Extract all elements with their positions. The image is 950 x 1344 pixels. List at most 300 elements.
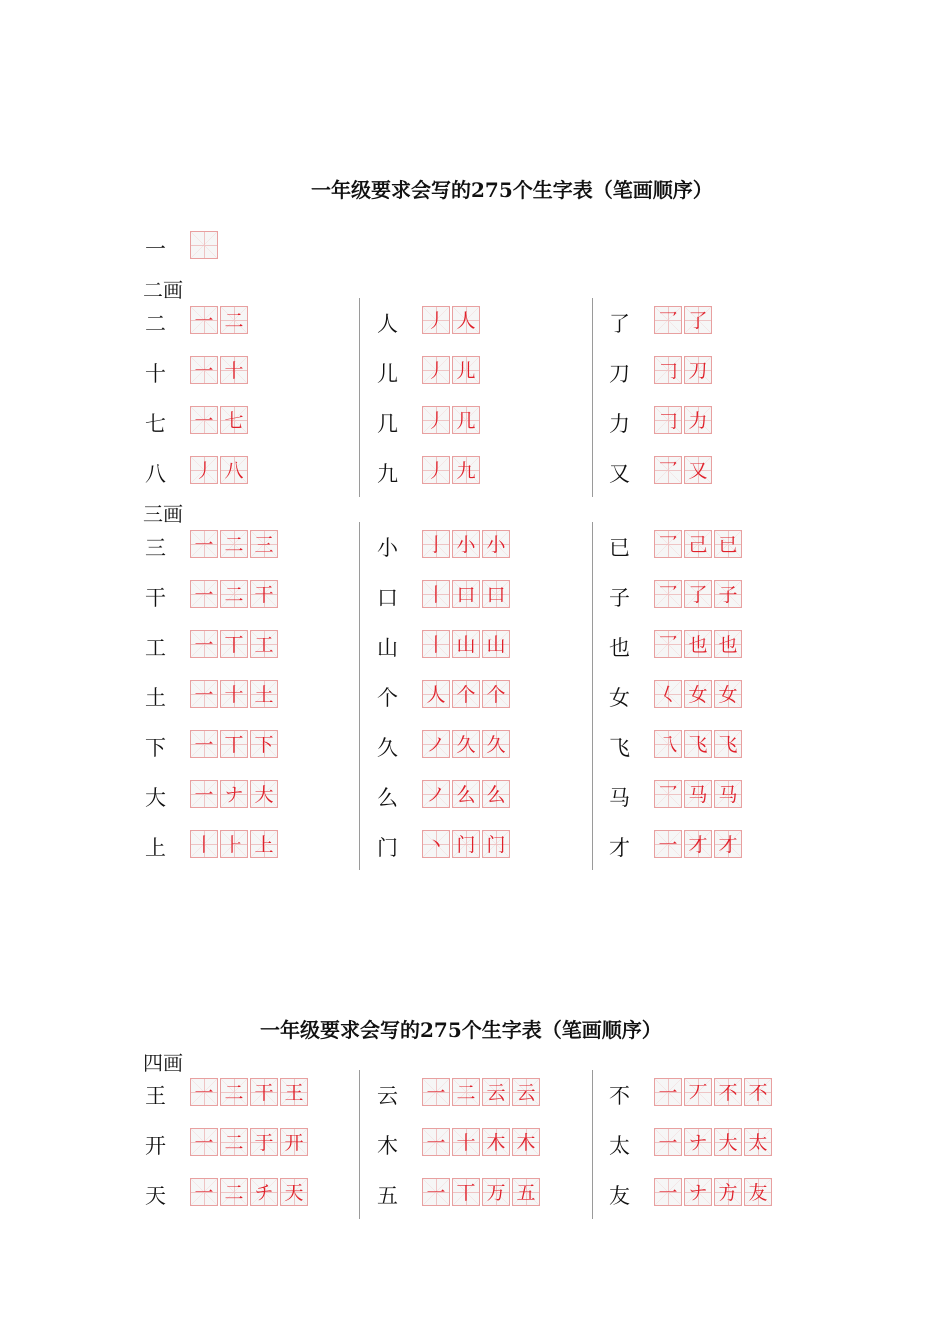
stroke-boxes (422, 1128, 542, 1156)
stroke-boxes (654, 1078, 774, 1106)
stroke-step: 十 (224, 684, 244, 706)
stroke-box (684, 830, 712, 858)
stroke-box (482, 730, 510, 758)
stroke-step: 丿 (194, 460, 214, 482)
stroke-step: 飞 (718, 734, 738, 756)
stroke-step: 丿 (426, 460, 446, 482)
stroke-box (190, 1078, 218, 1106)
stroke-box (684, 1128, 712, 1156)
column-divider (359, 298, 360, 497)
stroke-step: 乛 (658, 784, 678, 806)
stroke-box (482, 780, 510, 808)
stroke-box (452, 780, 480, 808)
stroke-box (714, 580, 742, 608)
stroke-box (190, 356, 218, 384)
stroke-step: 干 (254, 584, 274, 606)
stroke-box (250, 630, 278, 658)
stroke-box (250, 530, 278, 558)
stroke-box (714, 630, 742, 658)
stroke-step: 下 (254, 734, 274, 756)
stroke-box (220, 530, 248, 558)
char-label: 力 (609, 412, 630, 436)
char-label: 女 (609, 686, 630, 710)
stroke-box (714, 780, 742, 808)
stroke-step: 二 (456, 1082, 476, 1104)
stroke-box (512, 1178, 540, 1206)
stroke-box (220, 1178, 248, 1206)
stroke-step: 小 (456, 534, 476, 556)
stroke-step: 一 (426, 1132, 446, 1154)
stroke-box (744, 1128, 772, 1156)
stroke-boxes (654, 1128, 774, 1156)
stroke-step: 门 (456, 834, 476, 856)
stroke-box (190, 830, 218, 858)
stroke-box (452, 1128, 480, 1156)
stroke-step: 丅 (224, 634, 244, 656)
stroke-step: 大 (718, 1132, 738, 1154)
stroke-box (654, 830, 682, 858)
stroke-step: 云 (486, 1082, 506, 1104)
stroke-box (714, 680, 742, 708)
char-label: 小 (377, 536, 398, 560)
stroke-boxes (654, 456, 714, 484)
stroke-boxes (654, 680, 744, 708)
stroke-box (482, 1178, 510, 1206)
stroke-step: 亅 (426, 534, 446, 556)
stroke-box (654, 730, 682, 758)
stroke-boxes (190, 456, 250, 484)
stroke-boxes (190, 1128, 310, 1156)
stroke-step: 也 (688, 634, 708, 656)
stroke-box (714, 730, 742, 758)
stroke-step: 山 (456, 634, 476, 656)
stroke-boxes (422, 680, 512, 708)
stroke-boxes (190, 231, 220, 259)
char-label: 么 (377, 786, 398, 810)
stroke-box (280, 1078, 308, 1106)
stroke-boxes (422, 580, 512, 608)
stroke-step: 二 (224, 584, 244, 606)
stroke-boxes (422, 830, 512, 858)
stroke-boxes (190, 1178, 310, 1206)
stroke-box (482, 530, 510, 558)
stroke-step: ナ (688, 1132, 708, 1154)
stroke-box (654, 580, 682, 608)
char-label: 口 (377, 586, 398, 610)
char-label: 马 (609, 786, 630, 810)
section-label-two-strokes: 二画 (143, 278, 183, 302)
stroke-box (190, 530, 218, 558)
stroke-box (422, 306, 450, 334)
column-divider (592, 298, 593, 497)
stroke-step: 小 (486, 534, 506, 556)
stroke-step: 门 (486, 834, 506, 856)
stroke-step: 么 (456, 784, 476, 806)
stroke-step: 几 (456, 410, 476, 432)
stroke-step: 丅 (224, 734, 244, 756)
stroke-box (452, 1078, 480, 1106)
stroke-step: 人 (426, 684, 446, 706)
stroke-box (482, 580, 510, 608)
stroke-step: 二 (224, 534, 244, 556)
stroke-box (422, 1178, 450, 1206)
stroke-box (654, 530, 682, 558)
stroke-box (280, 1128, 308, 1156)
stroke-step: 一 (194, 734, 214, 756)
char-label: 下 (145, 736, 166, 760)
stroke-step: 干 (254, 1082, 274, 1104)
char-label: 刀 (609, 362, 630, 386)
char-label: 土 (145, 686, 166, 710)
stroke-step: 马 (688, 784, 708, 806)
stroke-box (220, 780, 248, 808)
stroke-step: ナ (224, 784, 244, 806)
stroke-step: ノ (426, 784, 446, 806)
stroke-box (452, 306, 480, 334)
stroke-box (654, 630, 682, 658)
stroke-box (452, 406, 480, 434)
stroke-step: 女 (718, 684, 738, 706)
stroke-step: 乛 (658, 460, 678, 482)
stroke-box (684, 730, 712, 758)
column-divider (359, 522, 360, 870)
stroke-box (452, 580, 480, 608)
stroke-step: 了 (688, 584, 708, 606)
stroke-step: 乛 (658, 634, 678, 656)
stroke-step: 于 (254, 1132, 274, 1154)
stroke-box (452, 630, 480, 658)
char-label: 已 (609, 536, 630, 560)
stroke-box (422, 730, 450, 758)
stroke-box (220, 630, 248, 658)
char-label: 十 (145, 362, 166, 386)
stroke-box (452, 680, 480, 708)
stroke-step: 太 (748, 1132, 768, 1154)
stroke-boxes (190, 306, 250, 334)
stroke-box (250, 730, 278, 758)
stroke-step: 九 (456, 460, 476, 482)
stroke-boxes (654, 356, 714, 384)
stroke-box (654, 456, 682, 484)
stroke-step: 一 (194, 634, 214, 656)
stroke-step: 一 (658, 834, 678, 856)
stroke-boxes (654, 306, 714, 334)
stroke-step: 一 (194, 1132, 214, 1154)
stroke-box (654, 356, 682, 384)
stroke-box (684, 306, 712, 334)
stroke-step: 力 (688, 410, 708, 432)
stroke-box (684, 580, 712, 608)
stroke-box (422, 630, 450, 658)
stroke-box (250, 780, 278, 808)
stroke-step: 𠃌 (658, 410, 678, 432)
stroke-step: 丨 (426, 634, 446, 656)
stroke-step: 友 (748, 1182, 768, 1204)
stroke-boxes (190, 1078, 310, 1106)
char-label: 天 (145, 1184, 166, 1208)
stroke-box (654, 780, 682, 808)
stroke-box (190, 730, 218, 758)
stroke-step: 开 (284, 1132, 304, 1154)
stroke-boxes (422, 406, 482, 434)
column-divider (592, 1070, 593, 1219)
stroke-box (190, 406, 218, 434)
stroke-step: 二 (224, 310, 244, 332)
stroke-step: 不 (718, 1082, 738, 1104)
char-label: 三 (145, 536, 166, 560)
stroke-box (190, 580, 218, 608)
stroke-box (452, 1178, 480, 1206)
column-divider (359, 1070, 360, 1219)
stroke-boxes (190, 780, 280, 808)
char-label: 一 (145, 237, 166, 261)
stroke-step: 乛 (658, 584, 678, 606)
stroke-step: 已 (718, 534, 738, 556)
stroke-boxes (654, 780, 744, 808)
stroke-box (744, 1078, 772, 1106)
stroke-step: 子 (718, 584, 738, 606)
stroke-boxes (190, 680, 280, 708)
stroke-boxes (422, 306, 482, 334)
stroke-step: 一 (194, 534, 214, 556)
stroke-step: 方 (718, 1182, 738, 1204)
stroke-boxes (190, 830, 280, 858)
char-label: 人 (377, 312, 398, 336)
char-label: 五 (377, 1184, 398, 1208)
stroke-box (190, 680, 218, 708)
char-label: 也 (609, 636, 630, 660)
char-label: 七 (145, 412, 166, 436)
stroke-step: 久 (486, 734, 506, 756)
stroke-step: 𠃌 (658, 360, 678, 382)
stroke-step: 丨 (426, 584, 446, 606)
stroke-box (654, 1178, 682, 1206)
stroke-step: 不 (748, 1082, 768, 1104)
stroke-step: 土 (254, 684, 274, 706)
stroke-box (422, 356, 450, 384)
stroke-box (250, 1128, 278, 1156)
stroke-box (220, 306, 248, 334)
stroke-boxes (654, 1178, 774, 1206)
stroke-box (190, 306, 218, 334)
char-label: 久 (377, 736, 398, 760)
stroke-box (220, 406, 248, 434)
stroke-box (684, 680, 712, 708)
stroke-step: 人 (456, 310, 476, 332)
stroke-step: 一 (194, 410, 214, 432)
column-divider (592, 522, 593, 870)
stroke-step: 木 (516, 1132, 536, 1154)
stroke-boxes (422, 356, 482, 384)
char-label: 才 (609, 836, 630, 860)
stroke-box (250, 680, 278, 708)
stroke-boxes (190, 406, 250, 434)
stroke-step: 十 (224, 360, 244, 382)
char-label: 干 (145, 586, 166, 610)
stroke-step: 𡿨 (658, 684, 678, 706)
stroke-box (714, 530, 742, 558)
stroke-box (250, 580, 278, 608)
char-label: 二 (145, 312, 166, 336)
char-label: 几 (377, 412, 398, 436)
char-label: 大 (145, 786, 166, 810)
stroke-step: 二 (224, 1182, 244, 1204)
stroke-box (744, 1178, 772, 1206)
stroke-step: 了 (688, 310, 708, 332)
stroke-box (684, 1078, 712, 1106)
stroke-box (654, 680, 682, 708)
stroke-step: 大 (254, 784, 274, 806)
stroke-step: 万 (486, 1182, 506, 1204)
stroke-step: 一 (194, 310, 214, 332)
stroke-boxes (654, 830, 744, 858)
page-title-2: 一年级要求会写的275个生字表（笔画顺序） (260, 1018, 662, 1042)
section-label-four-strokes: 四画 (143, 1051, 183, 1075)
stroke-boxes (422, 630, 512, 658)
char-label: 九 (377, 462, 398, 486)
stroke-box (452, 356, 480, 384)
stroke-box (190, 231, 218, 259)
stroke-step: 丆 (688, 1082, 708, 1104)
stroke-step: 乁 (658, 734, 678, 756)
stroke-step: 口 (486, 584, 506, 606)
stroke-step: 一 (194, 1082, 214, 1104)
stroke-boxes (654, 580, 744, 608)
stroke-boxes (654, 730, 744, 758)
stroke-step: 二 (224, 1082, 244, 1104)
stroke-step: 一 (426, 1182, 446, 1204)
stroke-box (654, 306, 682, 334)
stroke-box (512, 1128, 540, 1156)
stroke-boxes (190, 730, 280, 758)
stroke-box (714, 1128, 742, 1156)
stroke-step: 一 (426, 1082, 446, 1104)
stroke-step: 五 (516, 1182, 536, 1204)
stroke-box (220, 1128, 248, 1156)
stroke-box (250, 1178, 278, 1206)
stroke-step: チ (254, 1182, 274, 1204)
stroke-box (714, 1178, 742, 1206)
char-label: 了 (609, 312, 630, 336)
stroke-box (654, 1128, 682, 1156)
stroke-step: 上 (254, 834, 274, 856)
stroke-box (684, 780, 712, 808)
stroke-step: 一 (194, 684, 214, 706)
stroke-box (280, 1178, 308, 1206)
char-label: 不 (609, 1084, 630, 1108)
stroke-step: 一 (658, 1082, 678, 1104)
stroke-boxes (654, 406, 714, 434)
stroke-box (220, 730, 248, 758)
stroke-step: 一 (194, 784, 214, 806)
char-label: 门 (377, 836, 398, 860)
stroke-box (654, 1078, 682, 1106)
stroke-step: 女 (688, 684, 708, 706)
stroke-step: 才 (688, 834, 708, 856)
stroke-box (220, 580, 248, 608)
stroke-box (190, 780, 218, 808)
char-label: 山 (377, 636, 398, 660)
stroke-box (684, 356, 712, 384)
stroke-step: 木 (486, 1132, 506, 1154)
stroke-step: ノ (426, 734, 446, 756)
stroke-box (452, 530, 480, 558)
stroke-box (422, 830, 450, 858)
stroke-step: 一 (658, 1182, 678, 1204)
stroke-step: 口 (456, 584, 476, 606)
stroke-step: 儿 (456, 360, 476, 382)
stroke-step: 一 (194, 584, 214, 606)
page-title: 一年级要求会写的275个生字表（笔画顺序） (311, 178, 713, 202)
stroke-box (250, 830, 278, 858)
char-label: 王 (145, 1084, 166, 1108)
stroke-step: 个 (486, 684, 506, 706)
stroke-box (482, 680, 510, 708)
char-label: 个 (377, 686, 398, 710)
stroke-box (482, 1078, 510, 1106)
stroke-step: 己 (688, 534, 708, 556)
stroke-boxes (422, 530, 512, 558)
char-label: 又 (609, 462, 630, 486)
stroke-box (684, 456, 712, 484)
char-label: 云 (377, 1084, 398, 1108)
stroke-step: 山 (486, 634, 506, 656)
stroke-step: ナ (688, 1182, 708, 1204)
char-label: 太 (609, 1134, 630, 1158)
stroke-box (190, 1178, 218, 1206)
stroke-step: 刀 (688, 360, 708, 382)
stroke-step: 才 (718, 834, 738, 856)
stroke-box (220, 1078, 248, 1106)
stroke-box (482, 630, 510, 658)
char-label: 飞 (609, 736, 630, 760)
stroke-box (190, 456, 218, 484)
char-label: 友 (609, 1184, 630, 1208)
stroke-step: 天 (284, 1182, 304, 1204)
stroke-box (512, 1078, 540, 1106)
stroke-box (482, 830, 510, 858)
stroke-step: 丿 (426, 360, 446, 382)
stroke-step: 也 (718, 634, 738, 656)
stroke-step: 十 (456, 1132, 476, 1154)
stroke-step: ⺊ (224, 834, 244, 856)
stroke-box (684, 1178, 712, 1206)
stroke-box (220, 456, 248, 484)
stroke-step: 王 (284, 1082, 304, 1104)
stroke-step: 一 (194, 360, 214, 382)
stroke-step: 八 (224, 460, 244, 482)
stroke-box (220, 830, 248, 858)
stroke-box (422, 680, 450, 708)
stroke-boxes (422, 1078, 542, 1106)
stroke-box (684, 406, 712, 434)
stroke-step: 丨 (194, 834, 214, 856)
stroke-boxes (422, 780, 512, 808)
stroke-step: 丿 (426, 310, 446, 332)
stroke-box (452, 730, 480, 758)
stroke-box (422, 1078, 450, 1106)
stroke-step: 云 (516, 1082, 536, 1104)
stroke-step: 丿 (426, 410, 446, 432)
char-label: 八 (145, 462, 166, 486)
stroke-box (422, 456, 450, 484)
stroke-step: 个 (456, 684, 476, 706)
stroke-box (714, 1078, 742, 1106)
char-label: 儿 (377, 362, 398, 386)
char-label: 上 (145, 836, 166, 860)
stroke-box (452, 456, 480, 484)
stroke-box (220, 680, 248, 708)
